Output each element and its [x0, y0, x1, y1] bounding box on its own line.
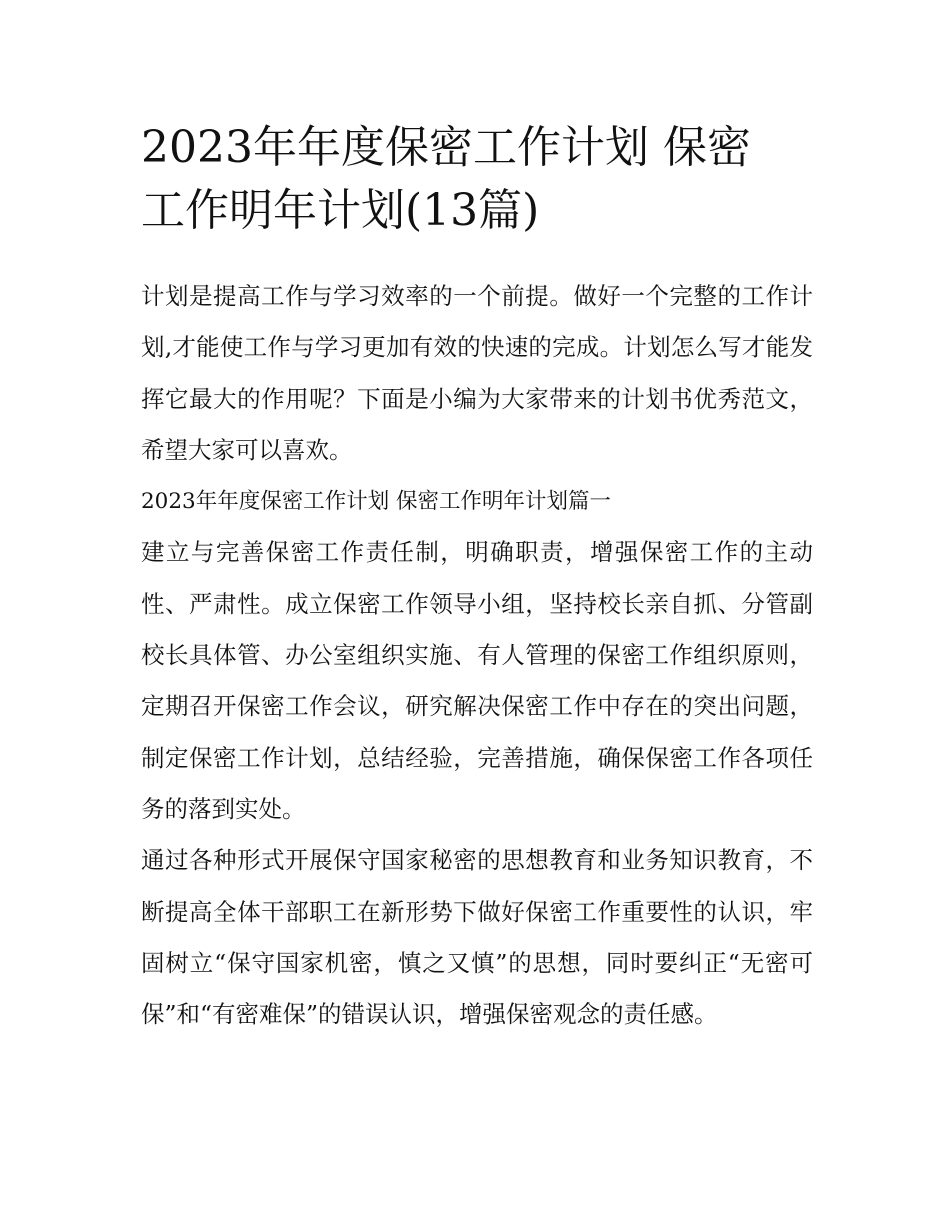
body-paragraph-2: 通过各种形式开展保守国家秘密的思想教育和业务知识教育，不断提高全体干部职工在新形势下做好保密工作重要性的认识，牢固树立“保守国家机密，慎之又慎”的思想，同时要纠正“无密可保”和“有密难保”的错误认识，增强保密观念的责任感。	[141, 846, 813, 1029]
document-title: 2023年年度保密工作计划 保密工作明年计划(13篇)	[141, 122, 751, 236]
body-paragraph-1: 建立与完善保密工作责任制，明确职责，增强保密工作的主动性、严肃性。成立保密工作领导小组，坚持校长亲自抓、分管副校长具体管、办公室组织实施、有人管理的保密工作组织原则，定期召开保密工作会议，研究解决保密工作中存在的突出问题，制定保密工作计划，总结经验，完善措施，确保保密工作各项任务的落到实处。	[141, 538, 813, 823]
document-page	[141, 116, 813, 1040]
intro-paragraph: 计划是提高工作与学习效率的一个前提。做好一个完整的工作计划,才能使工作与学习更加有效的快速的完成。计划怎么写才能发挥它最大的作用呢？下面是小编为大家带来的计划书优秀范文，希望大家可以喜欢。	[141, 282, 813, 464]
section-heading: 2023年年度保密工作计划 保密工作明年计划篇一	[141, 489, 612, 515]
